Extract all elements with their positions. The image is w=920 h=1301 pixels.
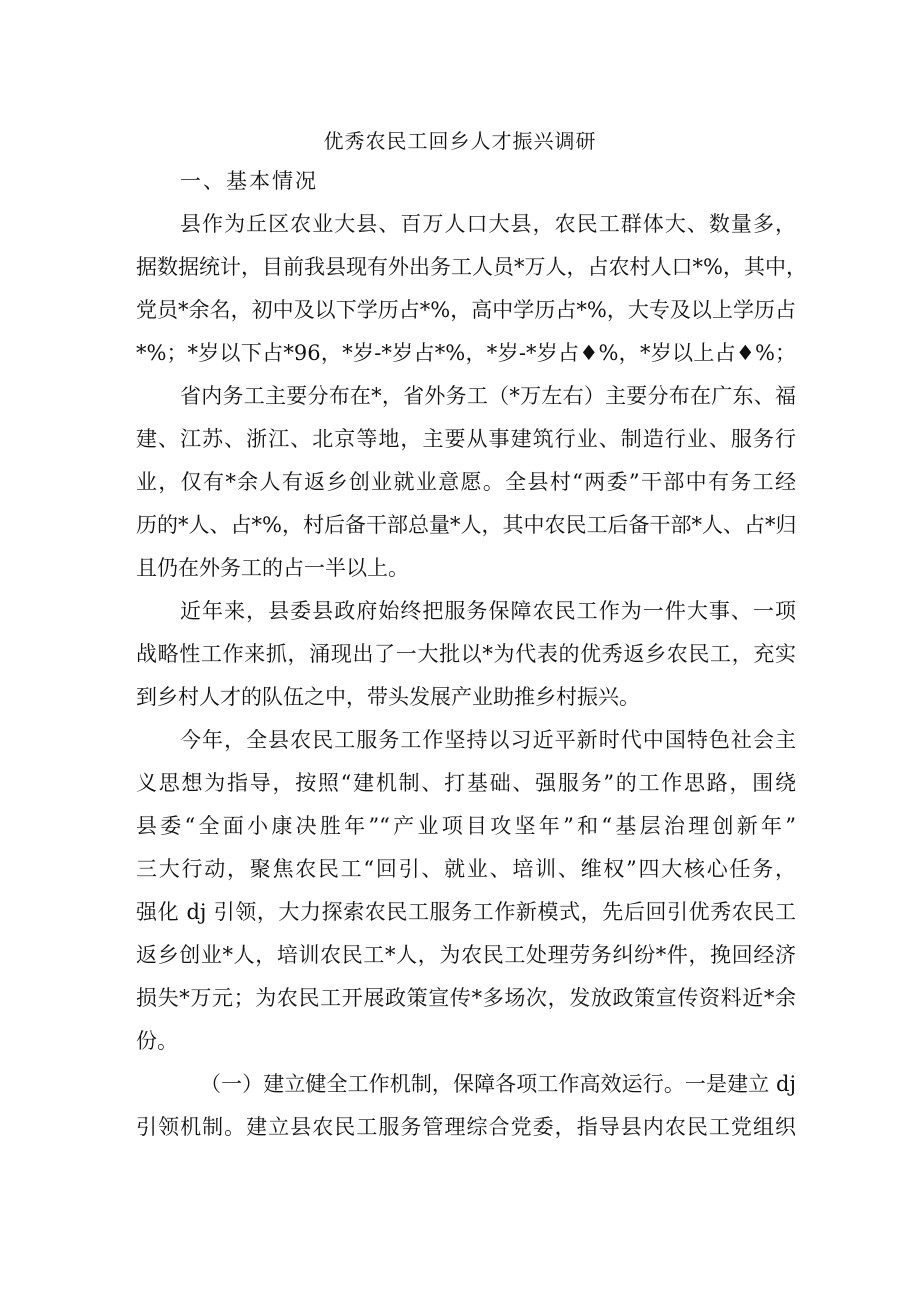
paragraph-line: 历的*人、占*%，村后备干部总量*人，其中农民工后备干部*人、占*归 (136, 513, 797, 537)
paragraph-line: 引领机制。建立县农民工服务管理综合党委，指导县内农民工党组织 (136, 1115, 796, 1139)
paragraph-line: 战略性工作来抓，涌现出了一大批以*为代表的优秀返乡农民工，充实 (136, 642, 796, 666)
paragraph-line: 三大行动，聚焦农民工“回引、就业、培训、维权”四大核心任务， (136, 857, 796, 881)
paragraph-line: 党员*余名，初中及以下学历占*%，高中学历占*%，大专及以上学历占 (136, 298, 796, 322)
paragraph-line: 县委“全面小康决胜年”“产业项目攻坚年”和“基层治理创新年” (136, 814, 796, 838)
paragraph-line: 业，仅有*余人有返乡创业就业意愿。全县村“两委”干部中有务工经 (136, 470, 796, 494)
paragraph-line: 到乡村人才的队伍之中，带头发展产业助推乡村振兴。 (136, 685, 640, 709)
paragraph-line: 返乡创业*人，培训农民工*人，为农民工处理劳务纠纷*件，挽回经济 (136, 943, 796, 967)
paragraph-line: 建、江苏、浙江、北京等地，主要从事建筑行业、制造行业、服务行 (136, 427, 796, 451)
paragraph-line: *%；*岁以下占*96，*岁-*岁占*%，*岁-*岁占♦%，*岁以上占♦%； (136, 341, 796, 365)
paragraph-line: 今年，全县农民工服务工作坚持以习近平新时代中国特色社会主 (180, 728, 796, 752)
paragraph-line: 损失*万元；为农民工开展政策宣传*多场次，发放政策宣传资料近*余 (136, 986, 796, 1010)
paragraph-line: 近年来，县委县政府始终把服务保障农民工作为一件大事、一项 (180, 599, 796, 623)
paragraph-line: 省内务工主要分布在*，省外务工（*万左右）主要分布在广东、福 (180, 384, 796, 408)
document-title: 优秀农民工回乡人才振兴调研 (323, 129, 597, 153)
paragraph-line: （一）建立健全工作机制，保障各项工作高效运行。一是建立 dj (200, 1072, 796, 1096)
paragraph-line: 义思想为指导，按照“建机制、打基础、强服务”的工作思路，围绕 (136, 771, 796, 795)
paragraph-line: 强化 dj 引领，大力探索农民工服务工作新模式，先后回引优秀农民工 (136, 900, 796, 924)
paragraph-line: 县作为丘区农业大县、百万人口大县，农民工群体大、数量多， (180, 212, 796, 236)
section-heading: 一、基本情况 (180, 169, 318, 193)
paragraph-line: 据数据统计，目前我县现有外出务工人员*万人，占农村人口*%，其中， (136, 255, 807, 279)
paragraph-line: 且仍在外务工的占一半以上。 (136, 556, 409, 580)
paragraph-line: 份。 (136, 1029, 178, 1053)
